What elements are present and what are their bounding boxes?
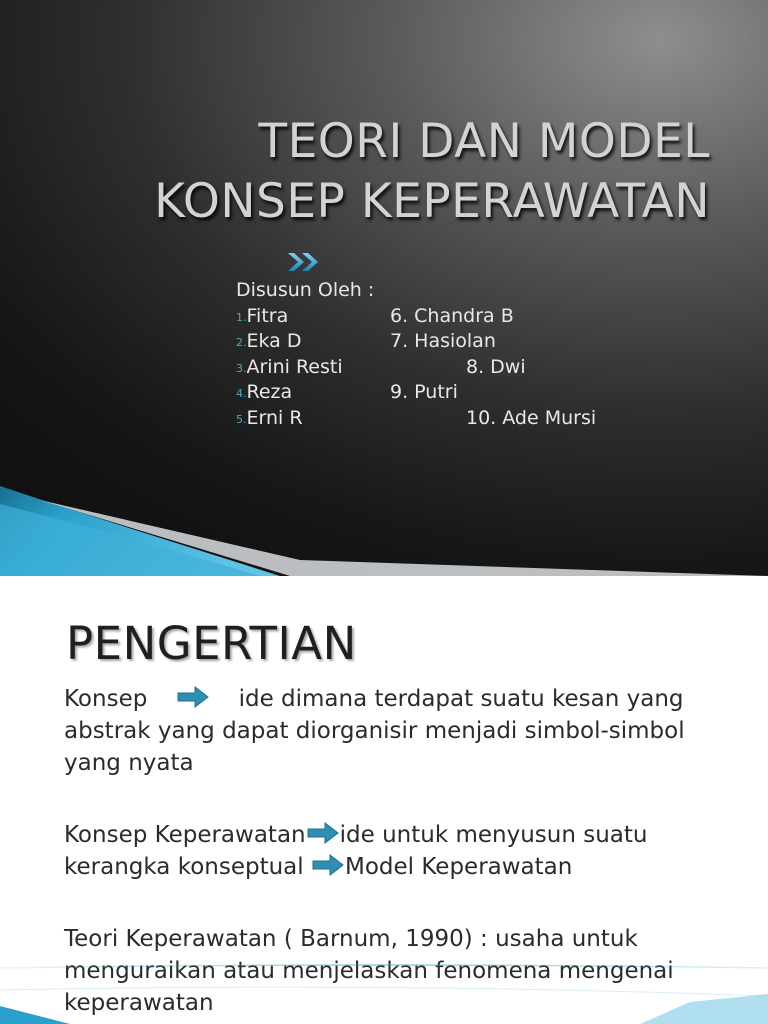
author-name: Eka D — [246, 330, 302, 352]
right-arrow-icon — [306, 822, 340, 844]
slide-title — [60, 112, 710, 232]
konsep-keperawatan-definition: ide untuk menyusun suatu kerangka konseptual — [64, 822, 648, 880]
author-row — [236, 380, 458, 406]
author-name: 9. Putri — [390, 381, 458, 403]
author-name: Arini Resti — [246, 355, 343, 378]
slide-heading: PENGERTIAN — [66, 617, 357, 670]
author-row — [236, 406, 597, 432]
term-konsep-keperawatan: Konsep Keperawatan — [64, 822, 306, 848]
authors-block — [236, 278, 597, 431]
model-keperawatan-text: Model Keperawatan — [344, 854, 573, 880]
author-row — [236, 355, 526, 381]
list-number: 4. — [236, 387, 247, 400]
author-row — [236, 329, 496, 355]
paragraph-teori-keperawatan: Teori Keperawatan ( Barnum, 1990) : usaha untuk menguraikan atau menjelaskan fenomena mengenai keperawatan — [64, 926, 674, 1016]
double-chevron-icon — [286, 250, 324, 274]
konsep-definition: ide dimana terdapat suatu kesan yang abstrak yang dapat diorganisir menjadi simbol-simbol yang nyata — [64, 686, 685, 776]
decorative-swoosh — [0, 470, 768, 576]
list-number: 5. — [236, 412, 247, 426]
author-name: Reza — [246, 381, 293, 403]
title-line-1: TEORI DAN MODEL — [258, 114, 710, 169]
author-name: Erni R — [246, 406, 303, 429]
term-konsep: Konsep — [64, 686, 148, 712]
right-arrow-icon — [176, 686, 210, 708]
list-number: 3. — [236, 361, 247, 375]
author-row — [236, 304, 514, 330]
decorative-lines — [0, 956, 768, 1024]
paragraph-konsep-keperawatan — [64, 819, 744, 883]
right-arrow-icon — [311, 854, 345, 876]
author-name: 6. Chandra B — [390, 304, 514, 327]
title-line-2: KONSEP KEPERAWATAN — [154, 174, 710, 229]
authors-heading: Disusun Oleh : — [236, 279, 375, 301]
author-name: 10. Ade Mursi — [466, 406, 597, 429]
author-name: 8. Dwi — [466, 355, 526, 378]
author-name: 7. Hasiolan — [390, 330, 496, 352]
author-name: Fitra — [246, 304, 289, 327]
list-number: 2. — [236, 336, 247, 349]
list-number: 1. — [236, 310, 247, 324]
paragraph-konsep — [64, 683, 744, 779]
